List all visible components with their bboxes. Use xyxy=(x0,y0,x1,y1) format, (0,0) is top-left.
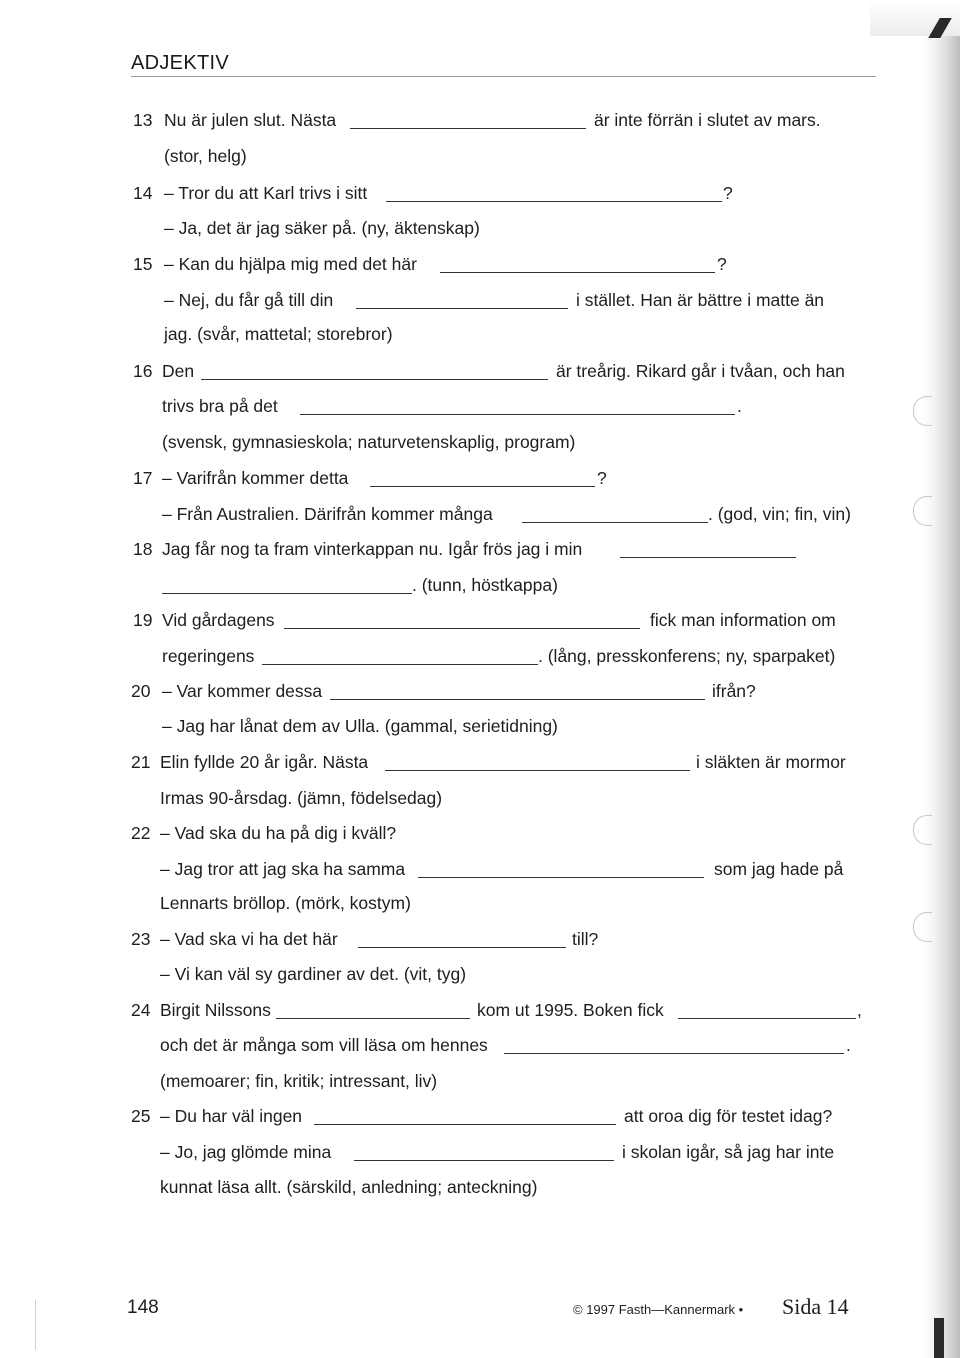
exercise-line xyxy=(0,102,900,138)
answer-blank[interactable] xyxy=(522,522,708,523)
answer-blank[interactable] xyxy=(350,128,586,129)
exercise-text: ? xyxy=(717,254,727,274)
exercise-text: , xyxy=(857,1000,862,1020)
exercise-text: – Kan du hjälpa mig med det här xyxy=(164,254,417,274)
answer-blank[interactable] xyxy=(370,486,595,487)
answer-blank[interactable] xyxy=(201,379,548,380)
exercise-text: till? xyxy=(572,929,599,949)
answer-blank[interactable] xyxy=(356,308,568,309)
exercise-line xyxy=(0,744,900,780)
answer-blank[interactable] xyxy=(620,557,796,558)
exercise-text: är inte förrän i slutet av mars. xyxy=(594,110,821,130)
exercise-text: – Tror du att Karl trivs i sitt xyxy=(164,183,368,203)
exercise-text: – Jag tror att jag ska ha samma xyxy=(160,859,406,879)
exercise-text: Vid gårdagens xyxy=(162,610,275,630)
answer-blank[interactable] xyxy=(358,947,566,948)
exercise-number: 17 xyxy=(133,468,153,488)
exercise-line xyxy=(0,956,900,992)
exercise-line xyxy=(0,815,900,851)
exercise-hint: (memoarer; fin, kritik; intressant, liv) xyxy=(160,1071,438,1091)
punch-hole xyxy=(913,815,932,845)
exercise-hint: (stor, helg) xyxy=(164,146,247,166)
exercise-hint: jag. (svår, mattetal; storebror) xyxy=(164,324,393,344)
answer-blank[interactable] xyxy=(262,664,538,665)
answer-blank[interactable] xyxy=(276,1018,470,1019)
exercise-text: ? xyxy=(723,183,733,203)
exercise-text: är treårig. Rikard går i tvåan, och han xyxy=(556,361,845,381)
exercise-text: – Ja, det är jag säker på. (ny, äktenskap) xyxy=(164,218,480,238)
exercise-text: Elin fyllde 20 år igår. Nästa xyxy=(160,752,369,772)
exercise-hint: Lennarts bröllop. (mörk, kostym) xyxy=(160,893,411,913)
exercise-number: 13 xyxy=(133,110,153,130)
exercise-line xyxy=(0,780,900,816)
exercise-text: regeringens xyxy=(162,646,255,666)
exercise-text: . (tunn, höstkappa) xyxy=(412,575,558,595)
exercise-text: – Vi kan väl sy gardiner av det. (vit, tyg) xyxy=(160,964,467,984)
exercise-line xyxy=(0,175,900,211)
answer-blank[interactable] xyxy=(386,201,722,202)
punch-hole xyxy=(913,496,932,526)
exercise-number: 24 xyxy=(131,1000,151,1020)
exercise-line xyxy=(0,1027,900,1063)
exercise-text: kom ut 1995. Boken fick xyxy=(477,1000,664,1020)
exercise-text: Nu är julen slut. Nästa xyxy=(164,110,337,130)
exercise-line xyxy=(0,1098,900,1134)
exercise-number: 20 xyxy=(131,681,151,701)
exercise-text: – Från Australien. Därifrån kommer många xyxy=(162,504,493,524)
exercise-text: . (god, vin; fin, vin) xyxy=(708,504,851,524)
exercise-text: ? xyxy=(597,468,607,488)
exercise-text: . (lång, presskonferens; ny, sparpaket) xyxy=(538,646,836,666)
exercise-line xyxy=(0,567,900,603)
exercise-line xyxy=(0,638,900,674)
exercise-line xyxy=(0,460,900,496)
exercise-number: 16 xyxy=(133,361,153,381)
exercise-number: 15 xyxy=(133,254,153,274)
exercise-text: Irmas 90-årsdag. (jämn, födelsedag) xyxy=(160,788,443,808)
exercise-text: i skolan igår, så jag har inte xyxy=(622,1142,835,1162)
exercise-line xyxy=(0,673,900,709)
answer-blank[interactable] xyxy=(314,1124,616,1125)
exercise-text: som jag hade på xyxy=(714,859,844,879)
exercise-line xyxy=(0,992,900,1028)
answer-blank[interactable] xyxy=(354,1160,614,1161)
exercise-line xyxy=(0,708,900,744)
exercise-number: 18 xyxy=(133,539,153,559)
exercise-hint: (svensk, gymnasieskola; naturvetenskaplig, program) xyxy=(162,432,576,452)
answer-blank[interactable] xyxy=(504,1053,844,1054)
exercise-text: fick man information om xyxy=(650,610,836,630)
exercise-text: i stället. Han är bättre i matte än xyxy=(576,290,825,310)
answer-blank[interactable] xyxy=(385,770,690,771)
exercise-text: . xyxy=(737,396,742,416)
exercise-number: 23 xyxy=(131,929,151,949)
exercise-text: – Vad ska vi ha det här xyxy=(160,929,338,949)
exercise-number: 25 xyxy=(131,1106,151,1126)
copyright-notice: © 1997 Fasth—Kannermark • xyxy=(573,1302,744,1317)
exercise-text: trivs bra på det xyxy=(162,396,278,416)
page-number: 148 xyxy=(127,1297,159,1318)
exercise-line xyxy=(0,1063,900,1099)
exercise-line xyxy=(0,282,900,318)
exercise-line xyxy=(0,602,900,638)
exercise-text: – Var kommer dessa xyxy=(162,681,323,701)
exercise-text: – Du har väl ingen xyxy=(160,1106,303,1126)
answer-blank[interactable] xyxy=(300,414,735,415)
exercise-text: att oroa dig för testet idag? xyxy=(624,1106,833,1126)
answer-blank[interactable] xyxy=(418,877,704,878)
exercise-line xyxy=(0,138,900,174)
exercise-text: Jag får nog ta fram vinterkappan nu. Igår frös jag i min xyxy=(162,539,583,559)
exercise-line xyxy=(0,246,900,282)
section-title: ADJEKTIV xyxy=(131,52,229,74)
exercise-number: 19 xyxy=(133,610,153,630)
exercise-number: 14 xyxy=(133,183,153,203)
exercise-number: 22 xyxy=(131,823,151,843)
scan-artifact xyxy=(35,1300,36,1350)
exercise-text: Den xyxy=(162,361,195,381)
exercise-text: ifrån? xyxy=(712,681,756,701)
answer-blank[interactable] xyxy=(440,272,715,273)
exercise-text: – Jag har lånat dem av Ulla. (gammal, serietidning) xyxy=(162,716,558,736)
exercise-text: Birgit Nilssons xyxy=(160,1000,271,1020)
exercise-line xyxy=(0,531,900,567)
punch-hole xyxy=(913,912,932,942)
answer-blank[interactable] xyxy=(330,699,705,700)
exercise-line xyxy=(0,388,900,424)
exercise-line xyxy=(0,210,900,246)
exercise-line xyxy=(0,921,900,957)
exercise-line xyxy=(0,424,900,460)
exercise-text: . xyxy=(846,1035,851,1055)
exercise-line xyxy=(0,1134,900,1170)
exercise-line xyxy=(0,851,900,887)
header-rule xyxy=(131,76,876,77)
sheet-label: Sida 14 xyxy=(782,1294,849,1319)
exercise-text: – Nej, du får gå till din xyxy=(164,290,334,310)
exercise-text: – Vad ska du ha på dig i kväll? xyxy=(160,823,397,843)
exercise-line xyxy=(0,1169,900,1205)
exercise-line xyxy=(0,316,900,352)
page-edge-shadow xyxy=(922,0,960,1358)
exercise-number: 21 xyxy=(131,752,151,772)
exercise-line xyxy=(0,496,900,532)
exercise-text: och det är många som vill läsa om hennes xyxy=(160,1035,488,1055)
exercise-text: – Jo, jag glömde mina xyxy=(160,1142,332,1162)
exercise-text: i släkten är mormor xyxy=(696,752,846,772)
exercise-line xyxy=(0,885,900,921)
answer-blank[interactable] xyxy=(284,628,640,629)
binder-clip-bottom xyxy=(934,1318,944,1358)
answer-blank[interactable] xyxy=(162,593,412,594)
exercise-text: – Varifrån kommer detta xyxy=(162,468,349,488)
exercise-hint: kunnat läsa allt. (särskild, anledning; anteckning) xyxy=(160,1177,538,1197)
exercise-line xyxy=(0,353,900,389)
punch-hole xyxy=(913,396,932,426)
answer-blank[interactable] xyxy=(678,1018,856,1019)
